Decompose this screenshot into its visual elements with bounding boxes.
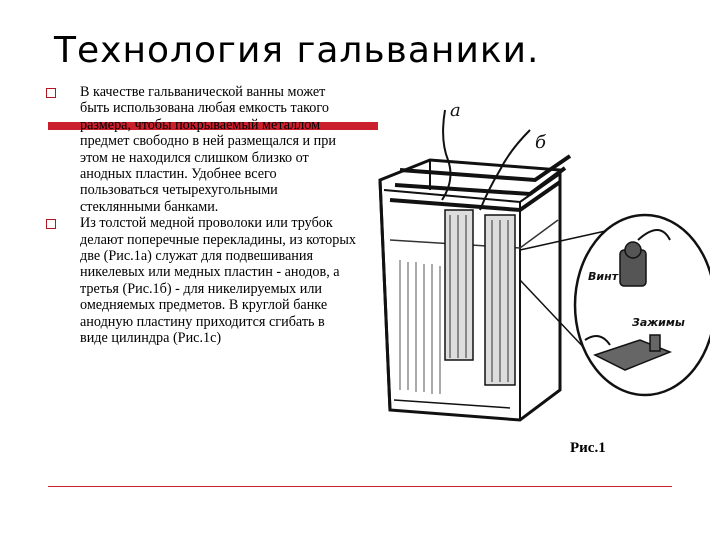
square-bullet-icon [46, 88, 56, 98]
wire-b [480, 130, 530, 210]
liquid-surface [390, 220, 558, 248]
figure-caption: Рис.1 [570, 440, 606, 456]
label-a: а [450, 100, 461, 121]
label-b: б [535, 132, 546, 153]
bullet-item-2 [46, 215, 356, 346]
bullet-item-1 [46, 84, 356, 215]
label-zazhimy: Зажимы [632, 316, 685, 329]
slide-title: Технология гальваники. [54, 30, 540, 71]
galvanic-bath-illustration [370, 90, 710, 440]
bullet-text-1: В качестве гальванической ванны может быть использована любая емкость такого размера, чтобы покрываемый металлом предмет свободно в ней размещался и при этом не находился слишком близко от анодных пластин. Удобнее всего пользоваться четырехугольными стеклянными банками. [80, 84, 336, 215]
bullet-list [46, 84, 356, 347]
tank-hatching [400, 260, 440, 394]
square-bullet-icon [46, 219, 56, 229]
bullet-text-2: Из толстой медной проволоки или трубок делают поперечные перекладины, из которых две (Рис.1а) служат для подвешивания никелевых или медных пластин - анодов, а третья (Рис.1б) - для никелируемых или омедняемых предметов. В круглой банке анодную пластину приходится сгибать в виде цилиндра (Рис.1с) [80, 215, 356, 347]
label-vint: Винт [588, 270, 619, 283]
anode-plates [445, 210, 515, 385]
detail-circle [520, 215, 710, 395]
red-divider-line [48, 486, 672, 487]
